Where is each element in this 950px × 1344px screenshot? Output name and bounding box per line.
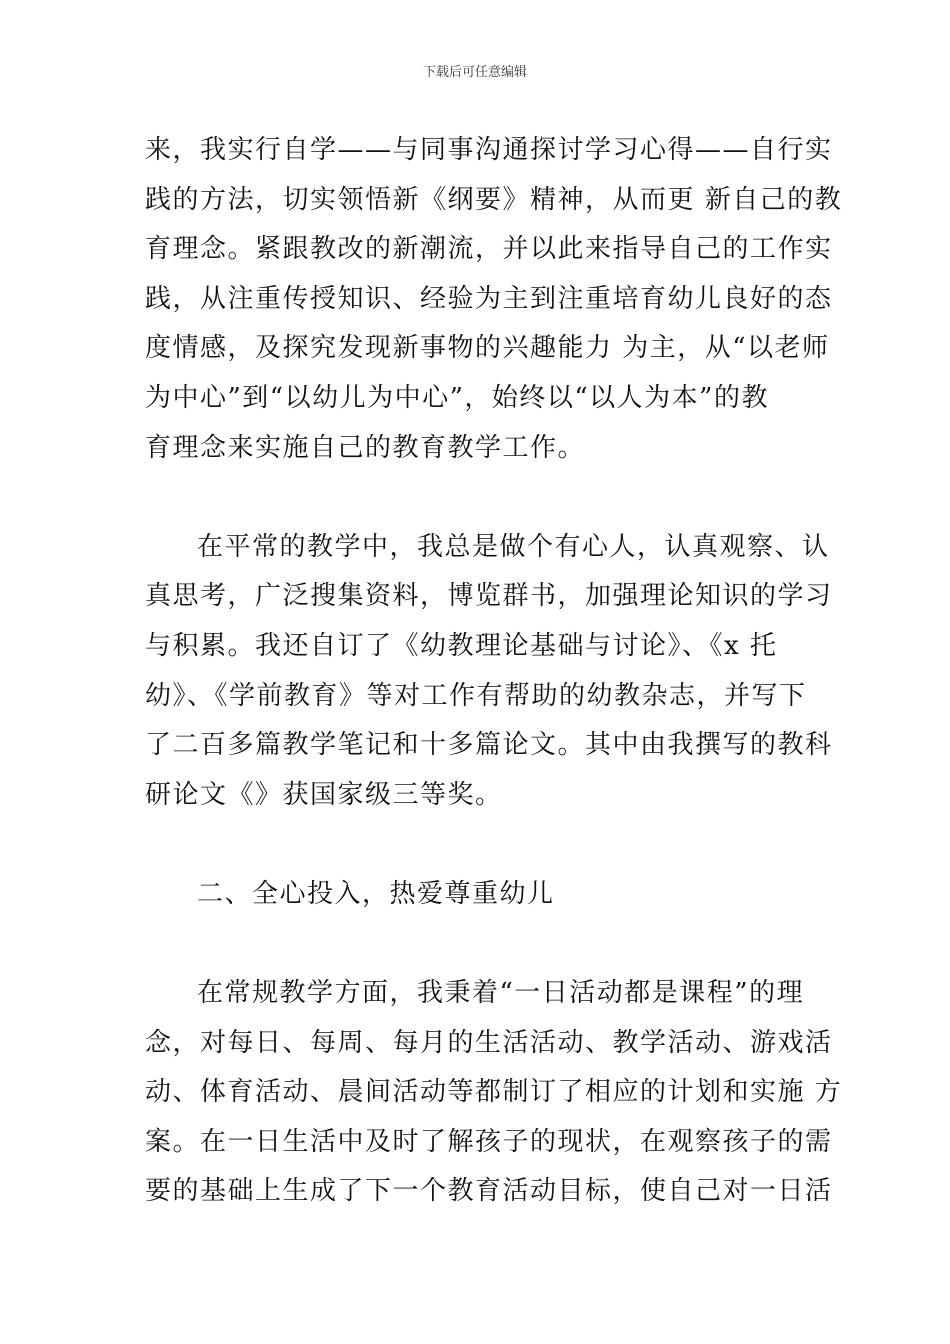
text-line: 在平常的教学中，我总是做个有心人，认真观察、认 — [197, 531, 830, 562]
heading-line: 二、全心投入，热爱尊重幼儿 — [197, 878, 555, 909]
text-line: 案。在一日生活中及时了解孩子的现状，在观察孩子的需 — [145, 1126, 833, 1157]
text-line: 来，我实行自学——与同事沟通探讨学习心得——自行实 — [145, 135, 833, 165]
text-line: 在常规教学方面，我秉着“一日活动都是课程”的理 — [197, 978, 805, 1009]
text-line: 了二百多篇教学笔记和十多篇论文。其中由我撰写的教科 — [145, 730, 833, 761]
text-line: 真思考，广泛搜集资料，博览群书，加强理论知识的学习 — [145, 581, 833, 612]
text-line: 研论文《》获国家级三等奖。 — [145, 779, 503, 810]
paragraph-1 — [145, 126, 843, 473]
text-line: 育理念来实施自己的教育教学工作。 — [145, 432, 586, 463]
paragraph-gap — [145, 473, 810, 523]
document-body — [145, 126, 843, 1217]
text-line: 念，对每日、每周、每月的生活活动、教学活动、游戏活 — [145, 1027, 833, 1058]
text-line: 践，从注重传授知识、经验为主到注重培育幼儿良好的态 — [145, 283, 833, 314]
text-line: 动、体育活动、晨间活动等都制订了相应的计划和实施 方 — [145, 1077, 843, 1108]
text-line: 践的方法，切实领悟新《纲要》精神，从而更 新自己的教 — [145, 184, 843, 215]
paragraph-gap — [145, 920, 810, 970]
text-line: 为中心”到“以幼儿为中心”，始终以“以人为本”的教 — [145, 382, 769, 413]
text-line: 与积累。我还自订了《幼教理论基础与讨论》、《x 托 — [145, 630, 778, 661]
text-line: 要的基础上生成了下一个教育活动目标，使自己对一日活 — [145, 1176, 833, 1207]
paragraph-gap — [145, 820, 810, 870]
text-line: 育理念。紧跟教改的新潮流，并以此来指导自己的工作实 — [145, 234, 833, 265]
section-heading — [145, 870, 810, 920]
text-line: 幼》、《学前教育》等对工作有帮助的幼教杂志，并写下 — [145, 680, 807, 711]
paragraph-2 — [145, 523, 833, 821]
paragraph-3 — [145, 969, 843, 1217]
page-header-note: 下载后可任意编辑 — [422, 65, 527, 80]
text-line: 度情感，及探究发现新事物的兴趣能力 为主，从“以老师 — [145, 333, 830, 364]
